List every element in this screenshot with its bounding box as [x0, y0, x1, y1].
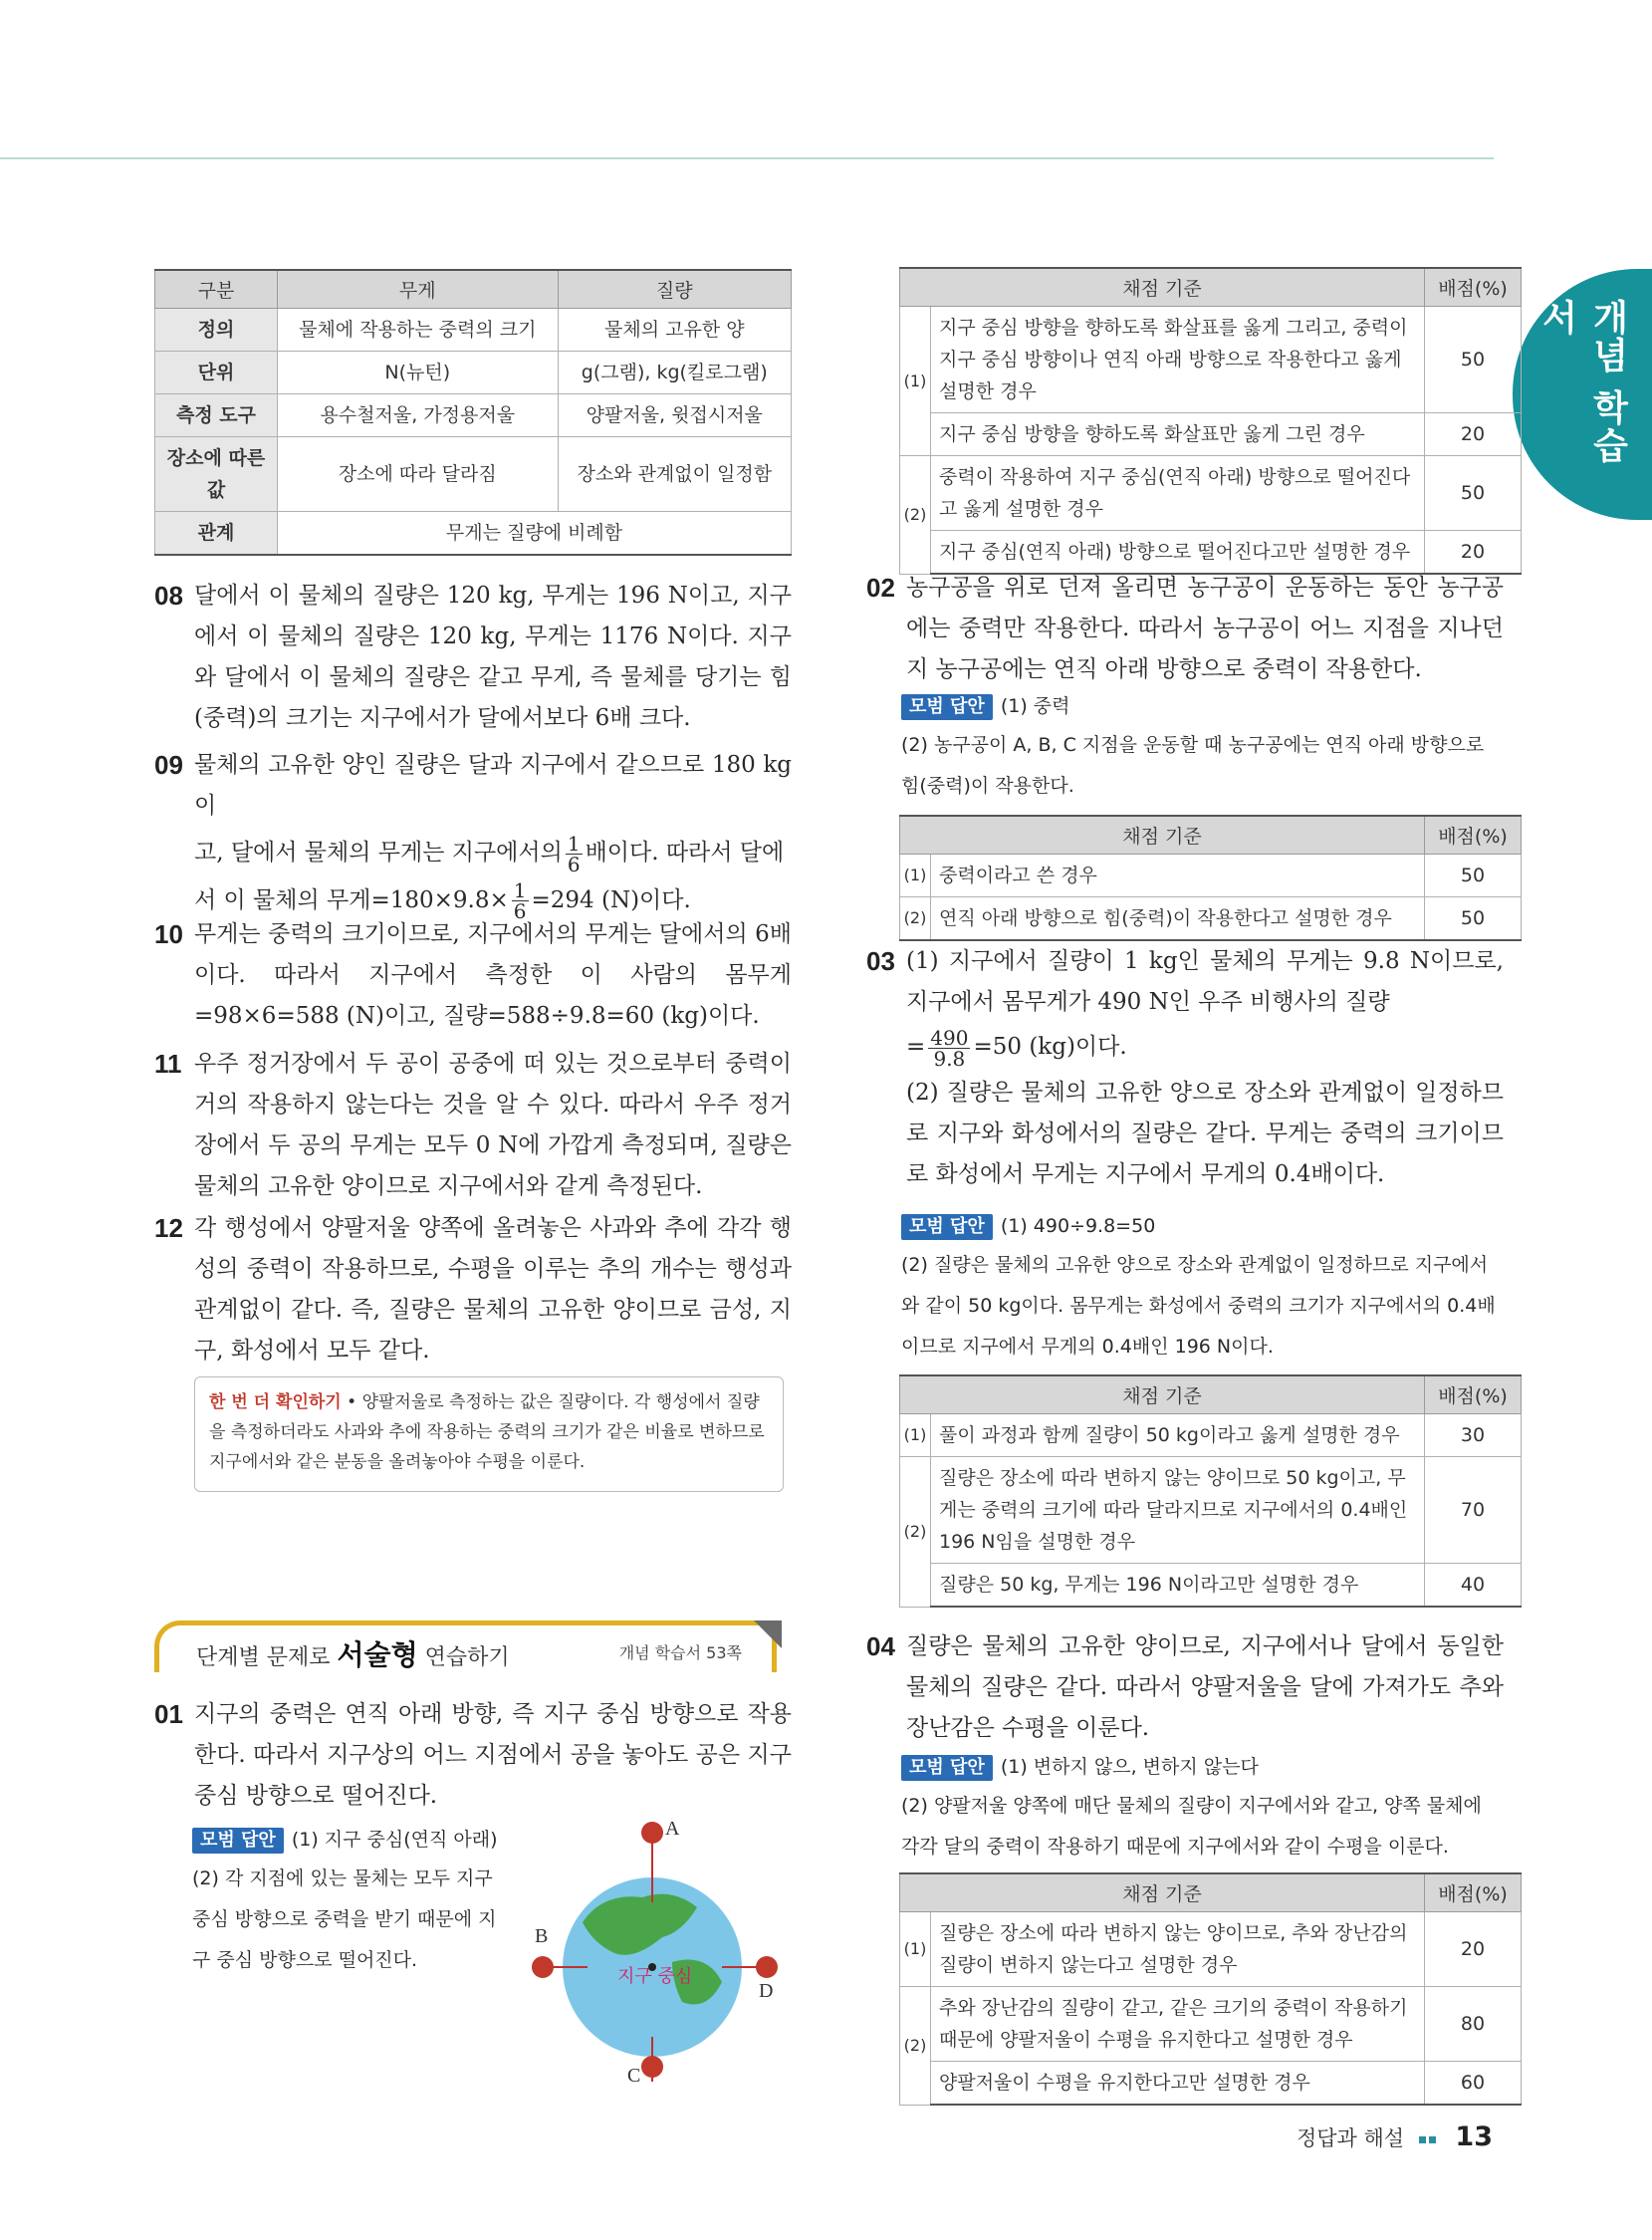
score: 20	[1425, 413, 1522, 456]
model-answer-badge: 모범 답안	[901, 694, 993, 720]
item-08	[154, 576, 792, 739]
item-text: 지구의 중력은 연직 아래 방향, 즉 지구 중심 방향으로 작용한다. 따라서 지구상의 어느 지점에서 공을 놓아도 공은 지구 중심 방향으로 떨어진다.	[194, 1701, 792, 1809]
fraction	[566, 831, 583, 876]
answer-1: (1) 중력	[1000, 695, 1070, 717]
score: 50	[1425, 855, 1522, 897]
criteria: 질량은 장소에 따라 변하지 않는 양이므로, 추와 장난감의 질량이 변하지 않는다고 설명한 경우	[931, 1912, 1425, 1987]
row-tag: (1)	[900, 307, 931, 456]
row-tag: (2)	[900, 897, 931, 941]
answer-1: (1) 지구 중심(연직 아래)	[291, 1829, 498, 1851]
item-s04	[866, 1626, 1504, 1749]
grade-table-1	[899, 267, 1522, 575]
th-mass: 질량	[558, 270, 791, 309]
denominator: 9.8	[933, 1046, 966, 1071]
item-09	[154, 745, 792, 921]
item-text: 달에서 이 물체의 질량은 120 kg, 무게는 196 N이고, 지구에서 이 물체의 질량은 120 kg, 무게는 1176 N이다. 지구와 달에서 이 물체의 질량은 같고 무게, 즉 물체를 당기는 힘(중력)의 크기는 지구에서가 달에서보다 6배 크다.	[194, 583, 792, 731]
score: 50	[1425, 307, 1522, 413]
ball-b	[532, 1956, 554, 1978]
cell: 물체에 작용하는 중력의 크기	[278, 309, 559, 352]
eq-post: =50 (kg)이다.	[973, 1034, 1127, 1060]
fraction	[928, 1025, 970, 1071]
s01-answer	[192, 1821, 501, 1981]
section-header	[154, 1620, 782, 1672]
footer-square-icon	[1429, 2136, 1436, 2143]
item-11	[154, 1044, 792, 1207]
page-footer	[1297, 2121, 1493, 2152]
line: (1) 지구에서 질량이 1 kg인 물체의 무게는 9.8 N이므로, 지구에서 몸무게가 490 N인 우주 비행사의 질량	[906, 948, 1504, 1015]
score: 80	[1425, 1987, 1522, 2062]
th-criteria: 채점 기준	[900, 268, 1425, 307]
grade-table-4	[899, 1872, 1522, 2106]
cell: 무게는 질량에 비례함	[278, 512, 792, 556]
grade-table-3	[899, 1374, 1522, 1608]
grade-table-2-wrap	[899, 815, 1522, 941]
answer-1: (1) 490÷9.8=50	[1000, 1215, 1156, 1237]
numerator: 1	[513, 878, 527, 902]
item-number: 12	[154, 1213, 183, 1243]
item-number: 11	[154, 1049, 182, 1079]
row-label: 단위	[155, 352, 278, 394]
item-10	[154, 914, 792, 1037]
row-label: 관계	[155, 512, 278, 556]
grade-table-4-wrap	[899, 1872, 1522, 2106]
th-criteria: 채점 기준	[900, 1873, 1425, 1912]
criteria: 연직 아래 방향으로 힘(중력)이 작용한다고 설명한 경우	[931, 897, 1425, 941]
row-tag: (2)	[900, 456, 931, 575]
s03-answer	[901, 1207, 1499, 1368]
grade-table-3-wrap	[899, 1374, 1522, 1608]
section-title	[196, 1633, 510, 1673]
row-tag: (1)	[900, 1414, 931, 1457]
row-label: 정의	[155, 309, 278, 352]
score: 20	[1425, 1912, 1522, 1987]
page-number: 13	[1455, 2121, 1493, 2152]
item-12	[154, 1208, 792, 1371]
score: 60	[1425, 2062, 1522, 2106]
item-text: 농구공을 위로 던져 올리면 농구공이 운동하는 동안 농구공에는 중력만 작용한다. 따라서 농구공이 어느 지점을 지나던지 농구공에는 연직 아래 방향으로 중력이 작용한다.	[906, 575, 1504, 682]
row-tag: (2)	[900, 1987, 931, 2106]
globe-diagram	[523, 1813, 802, 2092]
grade-table-1-wrap	[899, 267, 1522, 575]
cell: 장소에 따라 달라짐	[278, 437, 559, 512]
model-answer-badge: 모범 답안	[901, 1755, 993, 1781]
th-category: 구분	[155, 270, 278, 309]
line: 배이다. 따라서 달에	[585, 840, 785, 866]
check-text: 양팔저울로 측정하는 값은 질량이다. 각 행성에서 질량을 측정하더라도 사과와 추에 작용하는 중력의 크기가 같은 비율로 변하므로 지구에서와 같은 분동을 올려놓아야 수평을 이룬다.	[209, 1392, 765, 1472]
footer-square-icon	[1419, 2136, 1426, 2143]
score: 40	[1425, 1564, 1522, 1608]
grade-table-2	[899, 815, 1522, 941]
row-tag: (2)	[900, 1457, 931, 1608]
side-tab-label: 개념 학습서	[1536, 299, 1628, 465]
line: 서 이 물체의 무게=180×9.8×	[194, 886, 509, 913]
s04-answer	[901, 1748, 1499, 1867]
label-a: A	[665, 1818, 680, 1840]
check-again-box: 한 번 더 확인하기 • 양팔저울로 측정하는 값은 질량이다. 각 행성에서 질량을 측정하더라도 사과와 추에 작용하는 중력의 크기가 같은 비율로 변하므로 지구에서와 같은 분동을 올려놓아야 수평을 이룬다.	[194, 1376, 784, 1492]
ball-a	[641, 1822, 663, 1844]
cell: N(뉴턴)	[278, 352, 559, 394]
item-text: 각 행성에서 양팔저울 양쪽에 올려놓은 사과와 추에 각각 행성의 중력이 작용하므로, 수평을 이루는 추의 개수는 행성과 관계없이 같다. 즉, 질량은 물체의 고유한 양이므로 금성, 지구, 화성에서 모두 같다.	[194, 1215, 792, 1364]
score: 30	[1425, 1414, 1522, 1457]
row-tag: (1)	[900, 855, 931, 897]
th-weight: 무게	[278, 270, 559, 309]
section-prefix: 단계별 문제로	[196, 1645, 338, 1670]
line: 물체의 고유한 양인 질량은 달과 지구에서 같으므로 180 kg이	[194, 752, 792, 819]
check-label: 한 번 더 확인하기	[209, 1392, 342, 1412]
item-s02	[866, 568, 1504, 690]
criteria: 중력이 작용하여 지구 중심(연직 아래) 방향으로 떨어진다고 옳게 설명한 경우	[931, 456, 1425, 531]
item-s03	[866, 941, 1504, 1195]
label-c: C	[627, 2065, 641, 2087]
top-rule	[0, 157, 1494, 159]
item-s01	[154, 1694, 792, 1817]
eq-pre: =	[906, 1034, 926, 1060]
item-number: 04	[866, 1631, 895, 1661]
cell: 양팔저울, 윗접시저울	[558, 394, 791, 437]
criteria: 풀이 과정과 함께 질량이 50 kg이라고 옳게 설명한 경우	[931, 1414, 1425, 1457]
model-answer-badge: 모범 답안	[901, 1214, 993, 1240]
row-label: 장소에 따른 값	[155, 437, 278, 512]
criteria: 추와 장난감의 질량이 같고, 같은 크기의 중력이 작용하기 때문에 양팔저울이 수평을 유지한다고 설명한 경우	[931, 1987, 1425, 2062]
item-number: 10	[154, 919, 183, 949]
criteria: 지구 중심(연직 아래) 방향으로 떨어진다고만 설명한 경우	[931, 531, 1425, 575]
line: 고, 달에서 물체의 무게는 지구에서의	[194, 840, 563, 866]
cell: 장소와 관계없이 일정함	[558, 437, 791, 512]
center-label: 지구 중심	[617, 1966, 693, 1987]
row-tag: (1)	[900, 1912, 931, 1987]
line: (2) 질량은 물체의 고유한 양으로 장소와 관계없이 일정하므로 지구와 화성에서의 질량은 같다. 무게는 중력의 크기이므로 화성에서 무게는 지구에서 무게의 0.4배이다.	[906, 1079, 1504, 1187]
cell: 물체의 고유한 양	[558, 309, 791, 352]
section-corner	[754, 1620, 782, 1648]
item-text	[866, 941, 1504, 1195]
criteria: 질량은 장소에 따라 변하지 않는 양이므로 50 kg이고, 무게는 중력의 크기에 따라 달라지므로 지구에서의 0.4배인 196 N임을 설명한 경우	[931, 1457, 1425, 1564]
denominator: 6	[567, 852, 581, 876]
criteria: 질량은 50 kg, 무게는 196 N이라고만 설명한 경우	[931, 1564, 1425, 1608]
item-text: 우주 정거장에서 두 공이 공중에 떠 있는 것으로부터 중력이 거의 작용하지 않는다는 것을 알 수 있다. 따라서 우주 정거장에서 두 공의 무게는 모두 0 N에 가깝게 측정되며, 질량은 물체의 고유한 양이므로 지구에서와 같게 측정된다.	[194, 1051, 792, 1199]
numerator: 1	[567, 831, 581, 856]
answer-2: (2) 농구공이 A, B, C 지점을 운동할 때 농구공에는 연직 아래 방향으로 힘(중력)이 작용한다.	[901, 734, 1485, 797]
side-tab	[1513, 269, 1652, 520]
answer-2: (2) 각 지점에 있는 물체는 모두 지구 중심 방향으로 중력을 받기 때문에 지구 중심 방향으로 떨어진다.	[192, 1867, 497, 1971]
model-answer-badge: 모범 답안	[192, 1828, 284, 1854]
th-criteria: 채점 기준	[900, 1375, 1425, 1414]
item-number: 09	[154, 750, 183, 780]
label-b: B	[535, 1925, 549, 1947]
th-score: 배점(%)	[1425, 816, 1522, 855]
score: 50	[1425, 456, 1522, 531]
criteria: 양팔저울이 수평을 유지한다고만 설명한 경우	[931, 2062, 1425, 2106]
denominator: 6	[513, 899, 527, 923]
item-text	[154, 745, 792, 921]
answer-2: (2) 양팔저울 양쪽에 매단 물체의 질량이 지구에서와 같고, 양쪽 물체에 각각 달의 중력이 작용하기 때문에 지구에서와 같이 수평을 이룬다.	[901, 1795, 1482, 1858]
cell: 용수철저울, 가정용저울	[278, 394, 559, 437]
numerator: 490	[930, 1025, 969, 1050]
score: 20	[1425, 531, 1522, 575]
section-bold: 서술형	[337, 1638, 418, 1671]
section-suffix: 연습하기	[417, 1645, 510, 1670]
criteria: 지구 중심 방향을 향하도록 화살표를 옳게 그리고, 중력이 지구 중심 방향이나 연직 아래 방향으로 작용한다고 옳게 설명한 경우	[931, 307, 1425, 413]
footer-label: 정답과 해설	[1296, 2126, 1405, 2150]
ball-c	[641, 2056, 663, 2078]
th-criteria: 채점 기준	[900, 816, 1425, 855]
line: =294 (N)이다.	[531, 886, 691, 913]
criteria: 지구 중심 방향을 향하도록 화살표만 옳게 그린 경우	[931, 413, 1425, 456]
item-number: 02	[866, 573, 895, 603]
summary-table	[154, 269, 792, 556]
item-number: 08	[154, 581, 183, 611]
answer-2: (2) 질량은 물체의 고유한 양으로 장소와 관계없이 일정하므로 지구에서와 같이 50 kg이다. 몸무게는 화성에서 중력의 크기가 지구에서의 0.4배이므로 지구에서 무게의 0.4배인 196 N이다.	[901, 1254, 1496, 1358]
score: 50	[1425, 897, 1522, 941]
th-score: 배점(%)	[1425, 268, 1522, 307]
summary-table-wrap	[154, 269, 792, 556]
th-score: 배점(%)	[1425, 1375, 1522, 1414]
item-text: 질량은 물체의 고유한 양이므로, 지구에서나 달에서 동일한 물체의 질량은 같다. 따라서 양팔저울을 달에 가져가도 추와 장난감은 수평을 이룬다.	[906, 1633, 1504, 1741]
s02-answer	[901, 687, 1499, 807]
section-ref: 개념 학습서 53쪽	[618, 1643, 742, 1662]
item-number: 01	[154, 1699, 183, 1729]
criteria: 중력이라고 쓴 경우	[931, 855, 1425, 897]
th-score: 배점(%)	[1425, 1873, 1522, 1912]
score: 70	[1425, 1457, 1522, 1564]
cell: g(그램), kg(킬로그램)	[558, 352, 791, 394]
answer-1: (1) 변하지 않으, 변하지 않는다	[1000, 1756, 1259, 1778]
item-text: 무게는 중력의 크기이므로, 지구에서의 무게는 달에서의 6배이다. 따라서 지구에서 측정한 이 사람의 몸무게 =98×6=588 (N)이고, 질량=588÷9.8=60 (kg)이다.	[194, 921, 792, 1029]
label-d: D	[759, 1980, 774, 2002]
item-number: 03	[866, 946, 895, 976]
ball-d	[756, 1956, 778, 1978]
row-label: 측정 도구	[155, 394, 278, 437]
